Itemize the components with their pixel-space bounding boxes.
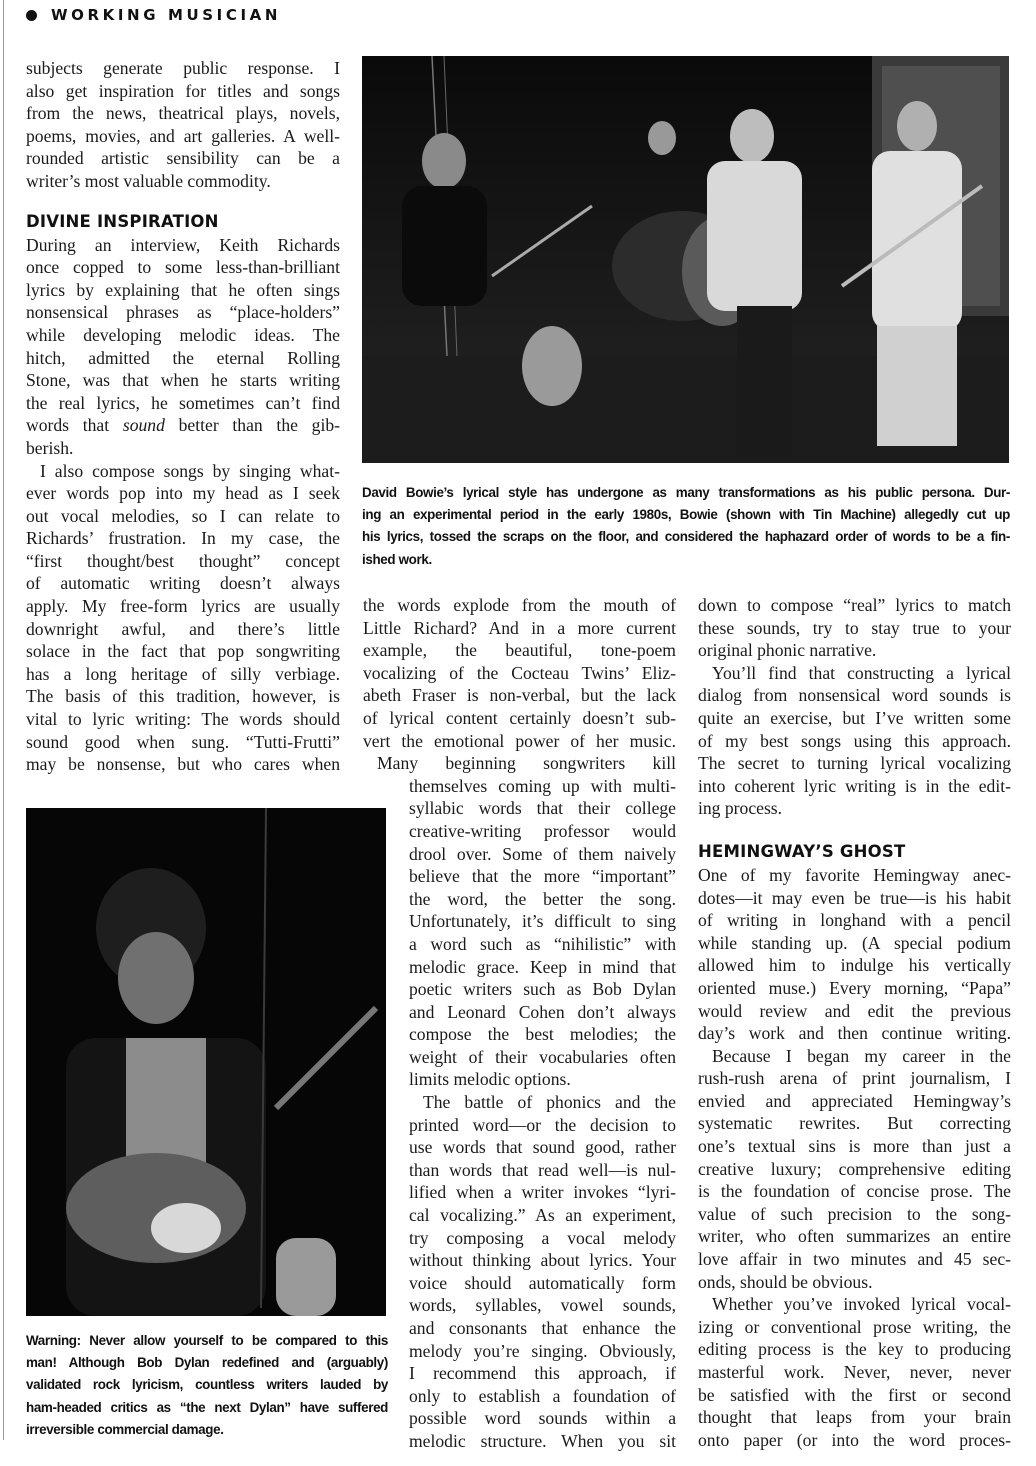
paragraph-little-richard bbox=[363, 594, 676, 752]
photo-bob-dylan bbox=[26, 808, 386, 1316]
text-line: drool over. Some of them naively bbox=[409, 843, 676, 864]
text-line: The basis of this tradition, however, is bbox=[26, 686, 340, 707]
text-line: limits melodic options. bbox=[409, 1069, 571, 1090]
paragraph-phonics bbox=[409, 1091, 676, 1453]
text-line: creative luxury; comprehensive editing bbox=[698, 1158, 1011, 1179]
text-line: Because I began my career in the bbox=[712, 1045, 1011, 1066]
page-edge-line bbox=[3, 0, 4, 1440]
text-line: melodic structure. When you sit bbox=[409, 1430, 676, 1451]
text-line: melodic grace. Keep in mind that bbox=[409, 956, 676, 977]
text-line: believe that the more “important” bbox=[409, 866, 676, 887]
text-line: “first thought/best thought” concept bbox=[26, 550, 340, 571]
text-line: dotes—it may even be true—is his habit bbox=[698, 887, 1011, 908]
text-line: Unfortunately, it’s difficult to sing bbox=[409, 911, 676, 932]
text-line: and consonants that enhance the bbox=[409, 1318, 676, 1338]
caption-line: man! Although Bob Dylan redefined and (arguably) bbox=[26, 1355, 388, 1371]
text-line: writer, who often summarizes an entire bbox=[698, 1226, 1011, 1247]
paragraph-hemingway-anecdote bbox=[698, 864, 1011, 1045]
column-1-top bbox=[26, 57, 340, 776]
text-line: During an interview, Keith Richards bbox=[26, 234, 340, 255]
text-line: editing process is the key to producing bbox=[698, 1339, 1011, 1360]
text-line: use words that sound good, rather bbox=[409, 1137, 676, 1158]
caption-line: his lyrics, tossed the scraps on the floor, and considered the haphazard order of words to be a fin- bbox=[362, 529, 1010, 545]
text-line: one’s textual sins is more than just a bbox=[698, 1136, 1011, 1157]
text-line: weight of their vocabularies often bbox=[409, 1046, 676, 1067]
caption-line: irreversible commercial damage. bbox=[26, 1421, 224, 1437]
text-line: nonsensical phrases as “place-holders” bbox=[26, 302, 340, 323]
bullet-icon bbox=[26, 10, 37, 21]
text-line: allowed him to indulge his vertically bbox=[698, 955, 1011, 976]
text-line: while standing up. (A special podium bbox=[698, 932, 1011, 953]
paragraph-phonic-narrative bbox=[698, 594, 1011, 662]
text-line: has a long heritage of silly verbiage. bbox=[26, 663, 340, 684]
text-line: try composing a vocal melody bbox=[409, 1227, 676, 1248]
text-run: words that bbox=[26, 415, 123, 436]
text-line: ing process. bbox=[698, 798, 783, 819]
paragraph-compose-songs bbox=[26, 460, 340, 776]
caption-line: validated rock lyricism, countless writers lauded by bbox=[26, 1377, 388, 1393]
text-line: of my best songs using this approach. bbox=[698, 730, 1011, 751]
text-line: down to compose “real” lyrics to match bbox=[698, 595, 1011, 615]
text-line: of lyrical content certainly doesn’t sub- bbox=[363, 707, 676, 728]
column-2 bbox=[363, 594, 676, 1453]
column-3 bbox=[698, 594, 1011, 1451]
text-line: compose the best melodies; the bbox=[409, 1024, 676, 1045]
text-line: day’s work and then continue writing. bbox=[698, 1023, 1011, 1044]
text-line: Richards’ frustration. In my case, the bbox=[26, 528, 340, 549]
text-line: a word such as “nihilistic” with bbox=[409, 933, 676, 954]
text-line: lyrics by explaining that he often sings bbox=[26, 279, 340, 300]
text-line: apply. My free-form lyrics are usually bbox=[26, 596, 340, 617]
text-line: than words that read well—is nul- bbox=[409, 1159, 676, 1180]
paragraph-print-journalism bbox=[698, 1045, 1011, 1294]
text-line: One of my favorite Hemingway anec- bbox=[698, 864, 1011, 885]
paragraph-beginning-songwriters-cont bbox=[409, 775, 676, 1091]
paragraph-beginning-songwriters bbox=[363, 752, 676, 775]
text-line: also get inspiration for titles and songs bbox=[26, 80, 340, 101]
caption-line: ished work. bbox=[362, 551, 432, 567]
text-line: hitch, admitted the eternal Rolling bbox=[26, 347, 340, 368]
paragraph-intro bbox=[26, 57, 340, 193]
text-run: better than the gib- bbox=[164, 415, 340, 436]
text-line: Little Richard? And in a more current bbox=[363, 617, 676, 638]
text-line: may be nonsense, but who cares when bbox=[26, 754, 340, 775]
photo-bowie-tin-machine bbox=[362, 56, 1009, 463]
text-line: without thinking about lyrics. Your bbox=[409, 1250, 676, 1271]
section-heading-hemingways-ghost: HEMINGWAY’S GHOST bbox=[698, 841, 906, 861]
text-line: oriented muse.) Every morning, “Papa” bbox=[698, 977, 1011, 998]
text-line: onds, should be obvious. bbox=[698, 1271, 873, 1292]
text-line: rush-rush arena of print journalism, I bbox=[698, 1068, 1011, 1089]
text-line: of writing in longhand with a pencil bbox=[698, 910, 1011, 931]
caption-line: ing an experimental period in the early 1980s, Bowie (shown with Tin Machine) allegedly cut up bbox=[362, 507, 1010, 523]
caption-bowie bbox=[362, 482, 1010, 571]
text-line: out vocal melodies, so I can relate to bbox=[26, 505, 340, 526]
text-line: izing or conventional prose writing, the bbox=[698, 1316, 1011, 1337]
text-line: vocalizing of the Cocteau Twins’ Eliz- bbox=[363, 662, 676, 683]
text-line: be satisfied with the first or second bbox=[698, 1384, 1011, 1405]
text-line: onto paper (or into the word proces- bbox=[698, 1429, 1011, 1450]
paragraph-lyrical-dialog bbox=[698, 662, 1011, 820]
paragraph-keith-richards bbox=[26, 234, 340, 460]
text-line: and Leonard Cohen don’t always bbox=[409, 1001, 676, 1022]
text-line: downright awful, and there’s little bbox=[26, 618, 340, 639]
text-line: printed word—or the decision to bbox=[409, 1114, 676, 1135]
text-line: into coherent lyric writing is in the edit- bbox=[698, 775, 1011, 796]
text-line: Whether you’ve invoked lyrical vocal- bbox=[712, 1294, 1011, 1315]
text-line: solace in the fact that pop songwriting bbox=[26, 641, 340, 662]
text-line: only to establish a foundation of bbox=[409, 1385, 676, 1406]
caption-dylan bbox=[26, 1330, 388, 1441]
text-line: love affair in two minutes and 45 sec- bbox=[698, 1249, 1011, 1270]
text-line: the real lyrics, he sometimes can’t find bbox=[26, 392, 340, 413]
text-line: value of such precision to the song- bbox=[698, 1203, 1011, 1224]
text-line-with-italic bbox=[26, 414, 340, 437]
text-line: cal vocalizing.” As an experiment, bbox=[409, 1205, 676, 1226]
text-line: quite an exercise, but I’ve written some bbox=[698, 707, 1011, 728]
text-line: The battle of phonics and the bbox=[423, 1092, 676, 1113]
text-line: voice should automatically form bbox=[409, 1272, 676, 1293]
text-line: melody you’re singing. Obviously, bbox=[409, 1340, 676, 1361]
text-line: would review and edit the previous bbox=[698, 1000, 1011, 1021]
text-line: example, the beautiful, tone-poem bbox=[363, 640, 676, 661]
text-line: the word, the better the song. bbox=[409, 888, 676, 909]
text-line: from the news, theatrical plays, novels, bbox=[26, 103, 340, 124]
text-line: sound good when sung. “Tutti-Frutti” bbox=[26, 731, 340, 752]
text-line: ever words pop into my head as I seek bbox=[26, 483, 340, 504]
text-line: berish. bbox=[26, 437, 74, 458]
text-line: You’ll find that constructing a lyrical bbox=[712, 662, 1011, 683]
text-line: thought that leaps from your brain bbox=[698, 1407, 1011, 1428]
text-line: creative-writing professor would bbox=[409, 820, 676, 841]
text-line: subjects generate public response. I bbox=[26, 58, 340, 78]
italic-word: sound bbox=[122, 415, 165, 436]
text-line: envied and appreciated Hemingway’s bbox=[698, 1090, 1011, 1111]
text-line: dialog from nonsensical word sounds is bbox=[698, 685, 1011, 706]
paragraph-editing-process bbox=[698, 1293, 1011, 1451]
text-line: is the foundation of concise prose. The bbox=[698, 1181, 1011, 1202]
text-line: lified when a writer invokes “lyri- bbox=[409, 1182, 676, 1203]
text-line: rounded artistic sensibility can be a bbox=[26, 148, 340, 169]
text-line: while developing melodic ideas. The bbox=[26, 324, 340, 345]
running-head-label: WORKING MUSICIAN bbox=[51, 6, 281, 24]
text-line: the words explode from the mouth of bbox=[363, 595, 676, 615]
text-line: syllabic words that their college bbox=[409, 798, 676, 819]
text-line: I recommend this approach, if bbox=[409, 1363, 676, 1384]
text-line: possible word sounds within a bbox=[409, 1408, 676, 1429]
text-line: vert the emotional power of her music. bbox=[363, 730, 676, 751]
text-line: themselves coming up with multi- bbox=[409, 775, 676, 796]
text-line: poems, movies, and art galleries. A well- bbox=[26, 125, 340, 146]
caption-line: David Bowie’s lyrical style has undergone as many transformations as his public persona. Dur- bbox=[362, 485, 1010, 500]
text-line: poetic writers such as Bob Dylan bbox=[409, 979, 676, 1000]
text-line: abeth Fraser is non-verbal, but the lack bbox=[363, 685, 676, 706]
running-head bbox=[26, 6, 281, 24]
text-line: once copped to some less-than-brilliant bbox=[26, 257, 340, 278]
text-line: words, syllables, vowel sounds, bbox=[409, 1295, 676, 1316]
photo-bowie-image bbox=[362, 56, 1009, 463]
text-line: of automatic writing doesn’t always bbox=[26, 573, 340, 594]
photo-dylan-image bbox=[26, 808, 386, 1316]
text-line: systematic rewrites. But correcting bbox=[698, 1113, 1011, 1134]
text-line: masterful work. Never, never, never bbox=[698, 1362, 1011, 1382]
text-line: Many beginning songwriters kill bbox=[377, 753, 676, 774]
text-line: The secret to turning lyrical vocalizing bbox=[698, 753, 1011, 774]
text-line: writer’s most valuable commodity. bbox=[26, 170, 271, 191]
caption-line: ham-headed critics as “the next Dylan” have suffered bbox=[26, 1399, 388, 1415]
text-line: original phonic narrative. bbox=[698, 640, 877, 661]
text-line: Stone, was that when he starts writing bbox=[26, 370, 340, 391]
text-line: I also compose songs by singing what- bbox=[40, 460, 340, 481]
caption-line: Warning: Never allow yourself to be compared to this bbox=[26, 1333, 388, 1348]
section-heading-divine-inspiration: DIVINE INSPIRATION bbox=[26, 211, 219, 231]
text-line: these sounds, try to stay true to your bbox=[698, 617, 1011, 638]
text-line: vital to lyric writing: The words should bbox=[26, 709, 340, 730]
